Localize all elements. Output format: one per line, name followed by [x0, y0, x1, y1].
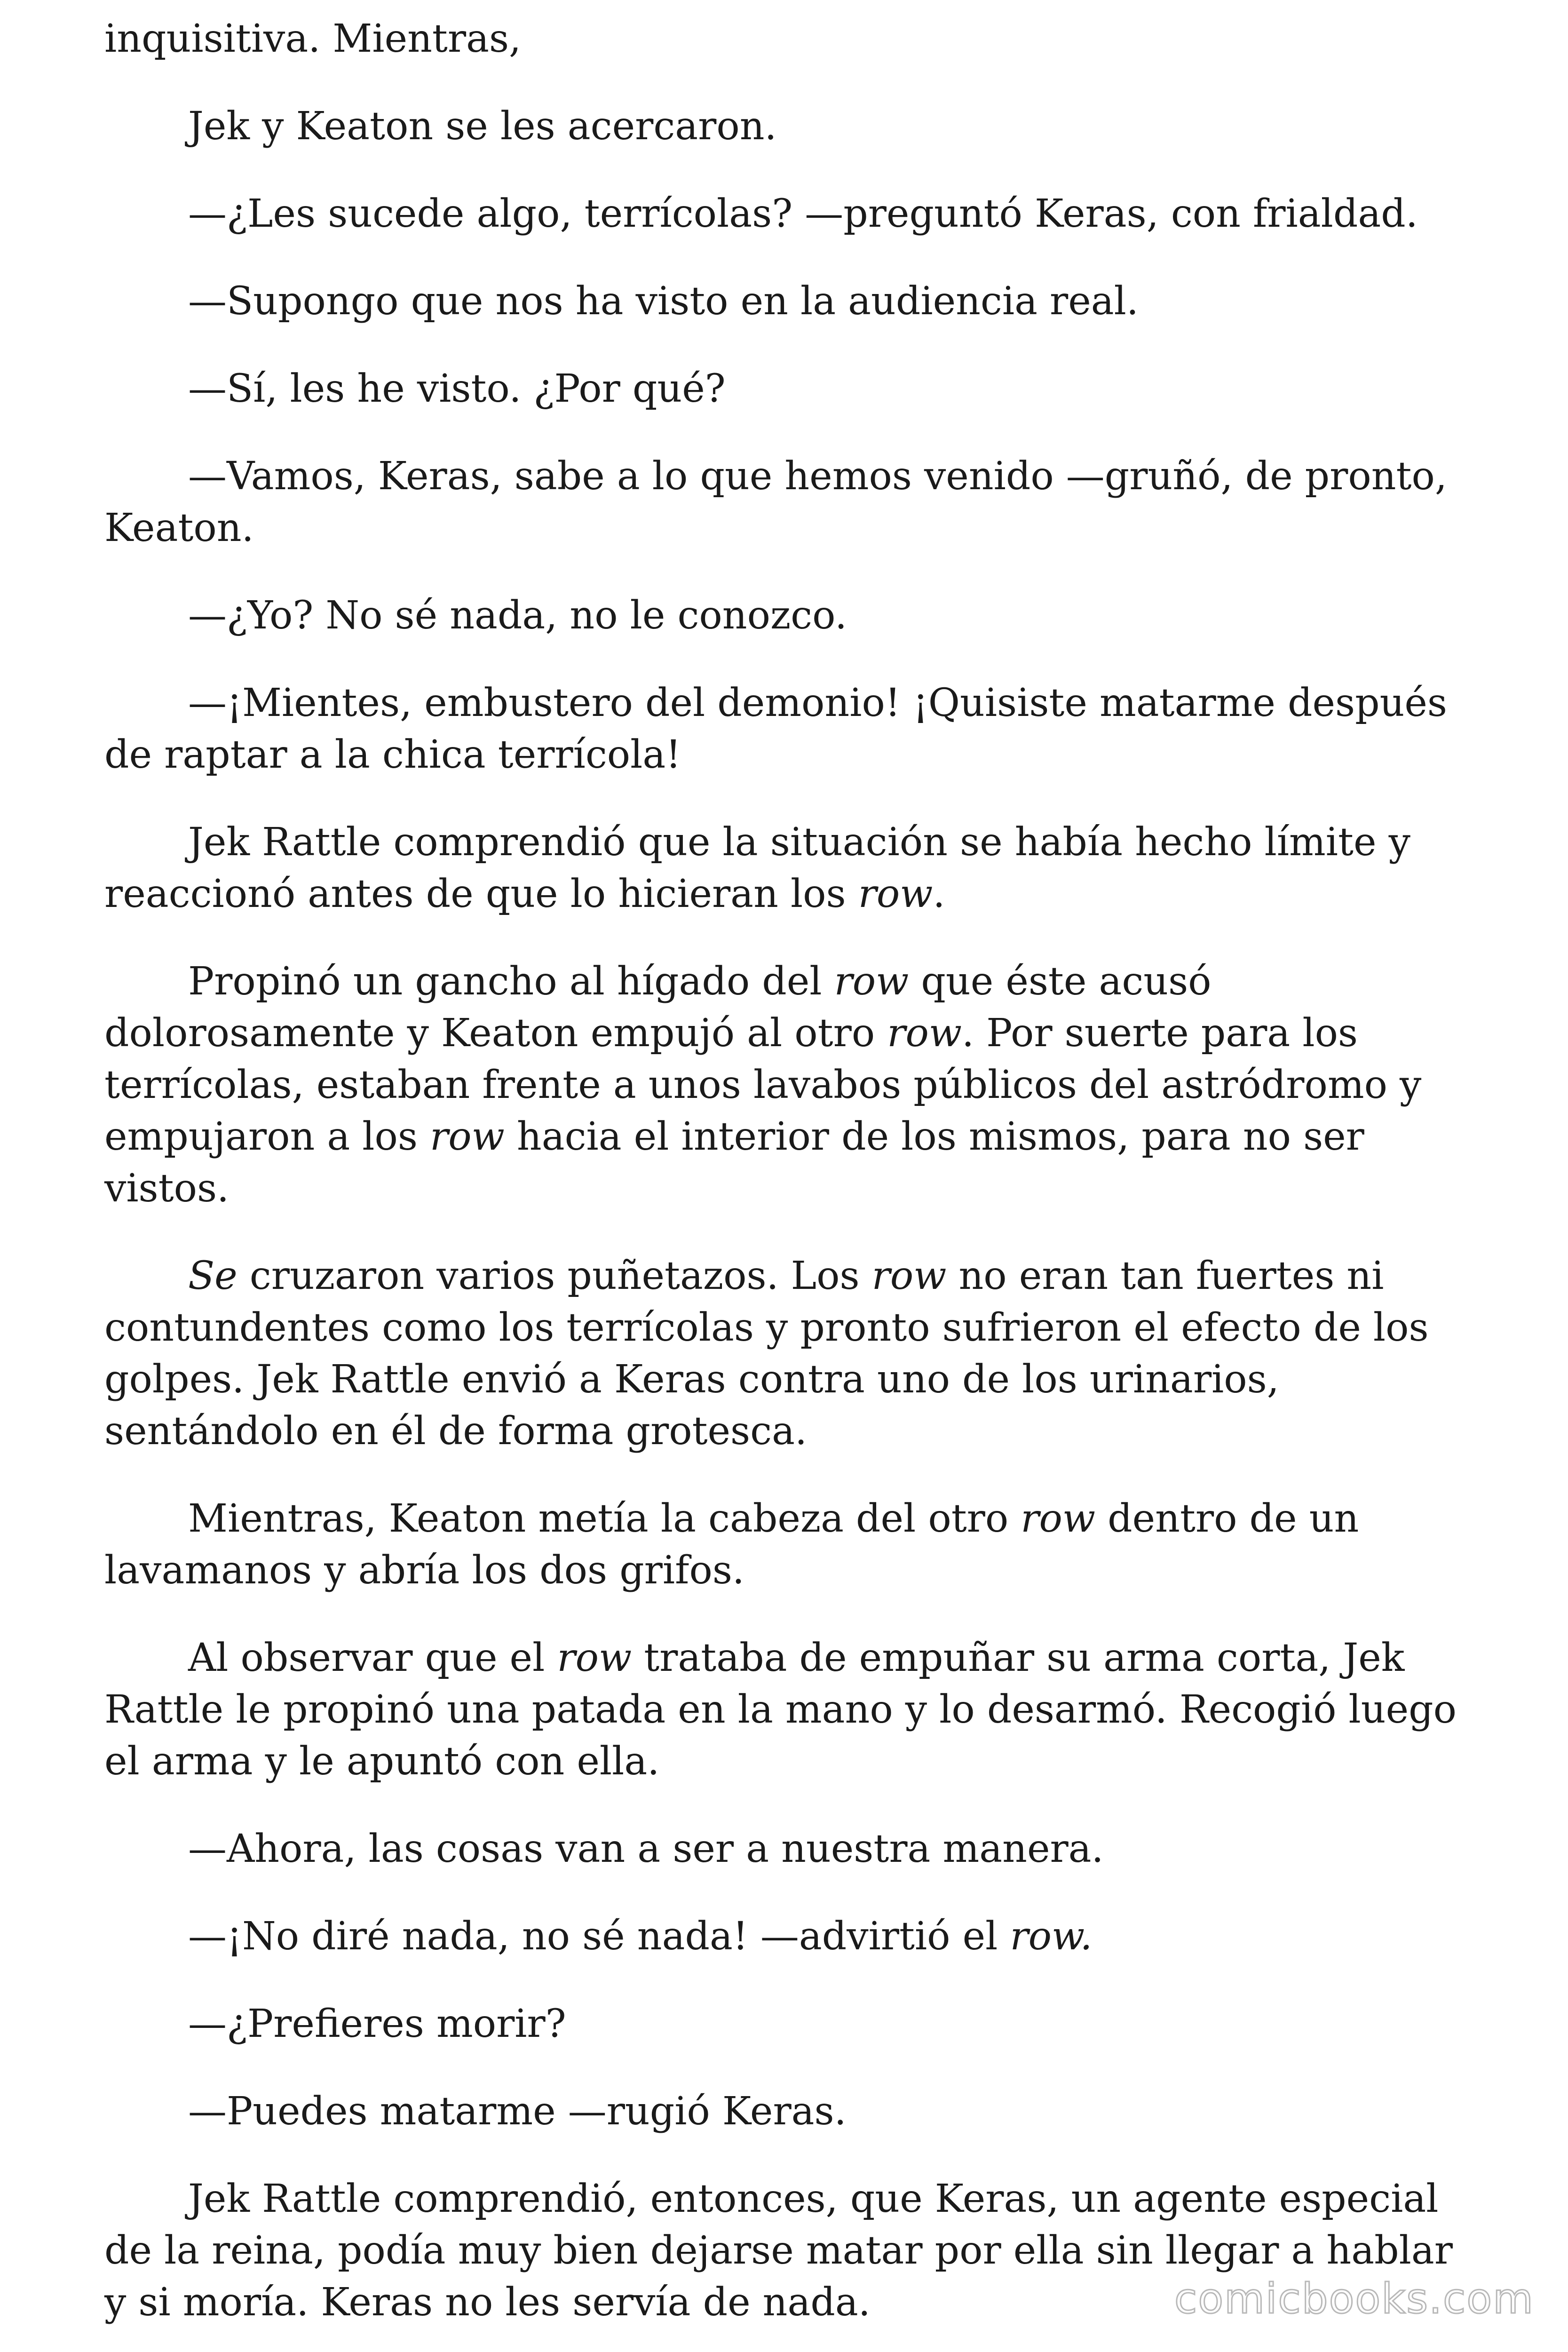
italic-text: row [834, 959, 909, 1004]
paragraph [104, 101, 1472, 152]
italic-text: row [430, 1114, 505, 1159]
text-run: —Supongo que nos ha visto en la audiencia real. [188, 279, 1139, 324]
italic-text: row. [1010, 1914, 1093, 1959]
text-run: Al observar que el [188, 1636, 557, 1680]
text-run: —Puedes matarme —rugió Keras. [188, 2089, 847, 2134]
paragraph [104, 451, 1472, 554]
text-run: Jek Rattle comprendió que la situación se había hecho límite y reaccionó antes de que lo hicieran los [104, 820, 1410, 916]
text-run: —¿Yo? No sé nada, no le conozco. [188, 593, 847, 638]
paragraph [104, 2086, 1472, 2137]
text-run: —¿Prefieres morir? [188, 2002, 566, 2046]
text-run: —¿Les sucede algo, terrícolas? —preguntó Keras, con frialdad. [188, 191, 1418, 236]
paragraph [104, 677, 1472, 781]
paragraph [104, 590, 1472, 642]
italic-text: row [858, 872, 933, 916]
paragraph [104, 1493, 1472, 1597]
italic-text: row [1021, 1496, 1096, 1541]
text-run: que éste acusó dolorosamente y Keaton empujó al otro [104, 959, 1212, 1056]
text-run: cruzaron varios puñetazos. Los [237, 1254, 872, 1298]
text-run: . Por suerte para los terrícolas, estaban frente a unos lavabos públicos del astródromo y empujaron a los [104, 1011, 1422, 1159]
text-run: hacia el interior de los mismos, para no ser vistos. [104, 1114, 1364, 1211]
paragraph [104, 13, 1472, 65]
text-body [104, 13, 1472, 2328]
paragraph [104, 1911, 1472, 1963]
text-run: Jek y Keaton se les acercaron. [188, 104, 777, 149]
italic-text: Se [188, 1254, 238, 1298]
paragraph [104, 817, 1472, 920]
paragraph [104, 188, 1472, 240]
watermark: comicbooks.com [1174, 2274, 1534, 2323]
text-run: . [933, 872, 945, 916]
paragraph [104, 1998, 1472, 2050]
text-run: —Ahora, las cosas van a ser a nuestra manera. [188, 1827, 1104, 1871]
text-run: no eran tan fuertes ni contundentes como los terrícolas y pronto sufrieron el efecto de los golpes. Jek Rattle envió a Keras contra uno de los urinarios, sentándolo en él de forma grotesca. [104, 1254, 1429, 1454]
text-run: —¡Mientes, embustero del demonio! ¡Quisiste matarme después de raptar a la chica terrícola! [104, 681, 1448, 777]
text-run: —¡No diré nada, no sé nada! —advirtió el [188, 1914, 1010, 1959]
text-run: dentro de un lavamanos y abría los dos grifos. [104, 1496, 1359, 1593]
paragraph [104, 956, 1472, 1215]
italic-text: row [871, 1254, 947, 1298]
text-run: —Vamos, Keras, sabe a lo que hemos venido —gruñó, de pronto, Keaton. [104, 454, 1447, 550]
text-run: Jek Rattle comprendió, entonces, que Keras, un agente especial de la reina, podía muy bien dejarse matar por ella sin llegar a hablar y si moría. Keras no les servía de nada. [104, 2177, 1453, 2325]
paragraph [104, 1823, 1472, 1875]
paragraph [104, 1250, 1472, 1457]
text-run: —Sí, les he visto. ¿Por qué? [188, 366, 726, 411]
text-run: Propinó un gancho al hígado del [188, 959, 834, 1004]
text-run: trataba de empuñar su arma corta, Jek Rattle le propinó una patada en la mano y lo desarmó. Recogió luego el arma y le apuntó con ella. [104, 1636, 1457, 1784]
paragraph [104, 276, 1472, 327]
text-run: Mientras, Keaton metía la cabeza del otro [188, 1496, 1021, 1541]
paragraph [104, 363, 1472, 415]
paragraph [104, 1632, 1472, 1788]
italic-text: row [887, 1011, 962, 1056]
text-run: inquisitiva. Mientras, [104, 16, 522, 61]
italic-text: row [557, 1636, 632, 1680]
